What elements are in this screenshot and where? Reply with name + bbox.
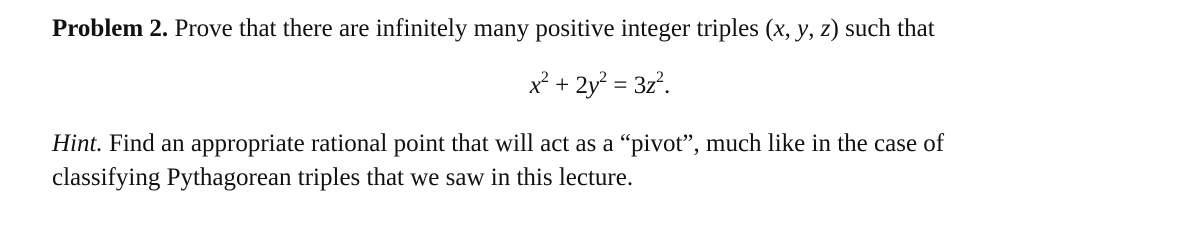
hint-line-2 bbox=[52, 161, 633, 195]
tuple-close-paren: ) bbox=[830, 15, 839, 42]
tuple-open-paren: ( bbox=[765, 15, 774, 42]
eq-term2-base: y bbox=[588, 72, 600, 99]
hint-text-line-2: classifying Pythagorean triples that we saw in this lecture. bbox=[52, 164, 634, 191]
eq-term2-exponent: 2 bbox=[599, 68, 608, 86]
eq-plus-sign: + bbox=[555, 72, 570, 99]
tuple-comma-1: , bbox=[784, 15, 791, 42]
problem-statement-text: Prove that there are infinitely many positive integer triples bbox=[174, 15, 759, 42]
eq-term3-coefficient: 3 bbox=[633, 72, 647, 99]
tuple-var-y: y bbox=[797, 15, 809, 42]
tuple-comma-2: , bbox=[808, 15, 815, 42]
eq-term1-exponent: 2 bbox=[540, 68, 549, 86]
problem-statement-end: such that bbox=[845, 15, 935, 42]
hint-text-line-1: Find an appropriate rational point that will act as a “pivot”, much like in the case of bbox=[108, 130, 945, 157]
hint-line-1 bbox=[52, 127, 944, 161]
eq-term2-coefficient: 2 bbox=[575, 72, 588, 99]
problem-label: Problem 2. bbox=[52, 15, 169, 42]
eq-term1-base: x bbox=[529, 72, 541, 99]
tuple-var-x: x bbox=[773, 15, 785, 42]
problem-statement-line bbox=[52, 12, 935, 46]
hint-label: Hint. bbox=[52, 130, 103, 157]
eq-equals-sign: = bbox=[613, 72, 628, 99]
eq-term3-exponent: 2 bbox=[655, 68, 664, 86]
tuple-var-z: z bbox=[820, 15, 831, 42]
eq-term3-base: z bbox=[646, 72, 656, 99]
display-equation bbox=[0, 69, 1200, 103]
eq-period: . bbox=[663, 72, 671, 99]
